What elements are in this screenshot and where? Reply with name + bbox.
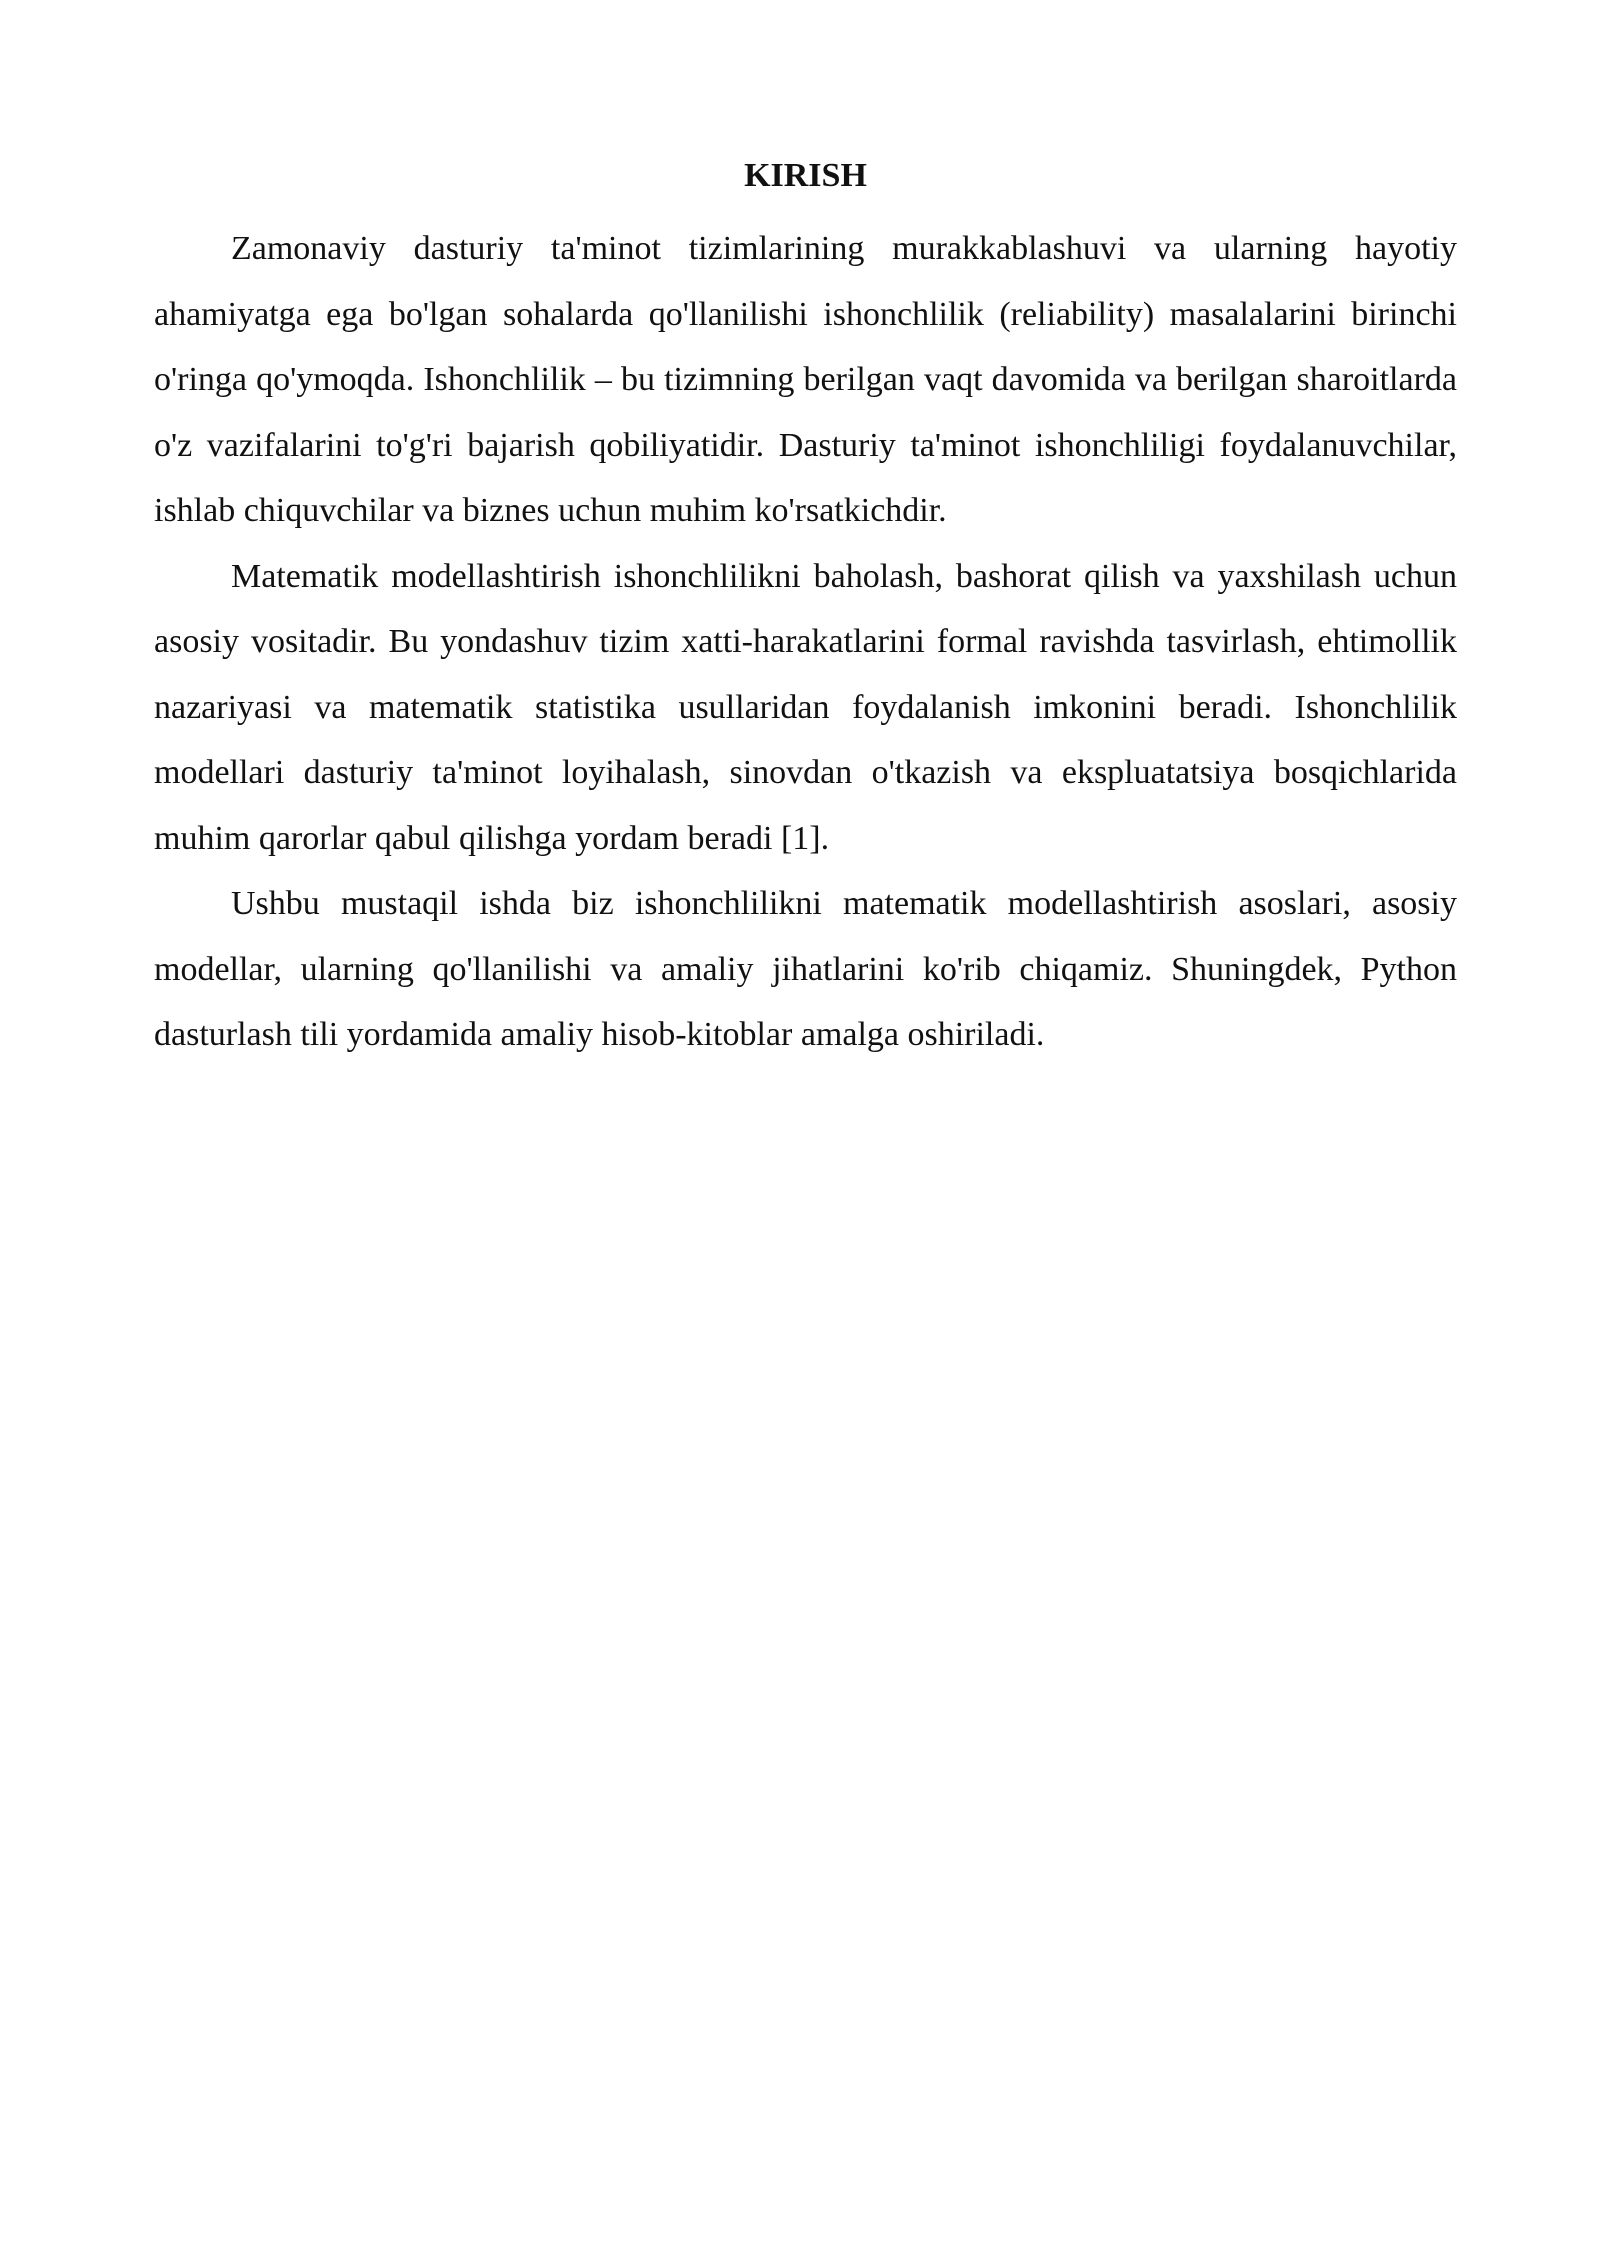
paragraph-3: Ushbu mustaqil ishda biz ishonchlilikni matematik modellashtirish asoslari, asosiy modellar, ularning qo'llanilishi va amaliy jihatlarini ko'rib chiqamiz. Shuningdek, Python dasturlash tili yordamida amaliy hisob-kitoblar amalga oshiriladi.	[154, 885, 1457, 1053]
page-content	[154, 150, 1457, 1068]
section-heading: KIRISH	[744, 157, 867, 194]
paragraph-1: Zamonaviy dasturiy ta'minot tizimlarining murakkablashuvi va ularning hayotiy ahamiyatga ega bo'lgan sohalarda qo'llanilishi ishonchlilik (reliability) masalalarini birinchi o'ringa qo'ymoqda. Ishonchlilik – bu tizimning berilgan vaqt davomida va berilgan sharoitlarda o'z vazifalarini to'g'ri bajarish qobiliyatidir. Dasturiy ta'minot ishonchliligi foydalanuvchilar, ishlab chiquvchilar va biznes uchun muhim ko'rsatkichdir.	[154, 230, 1457, 529]
paragraph-2: Matematik modellashtirish ishonchlilikni baholash, bashorat qilish va yaxshilash uchun asosiy vositadir. Bu yondashuv tizim xatti-harakatlarini formal ravishda tasvirlash, ehtimollik nazariyasi va matematik statistika usullaridan foydalanish imkonini beradi. Ishonchlilik modellari dasturiy ta'minot loyihalash, sinovdan o'tkazish va ekspluatatsiya bosqichlarida muhim qarorlar qabul qilishga yordam beradi [1].	[154, 557, 1457, 857]
